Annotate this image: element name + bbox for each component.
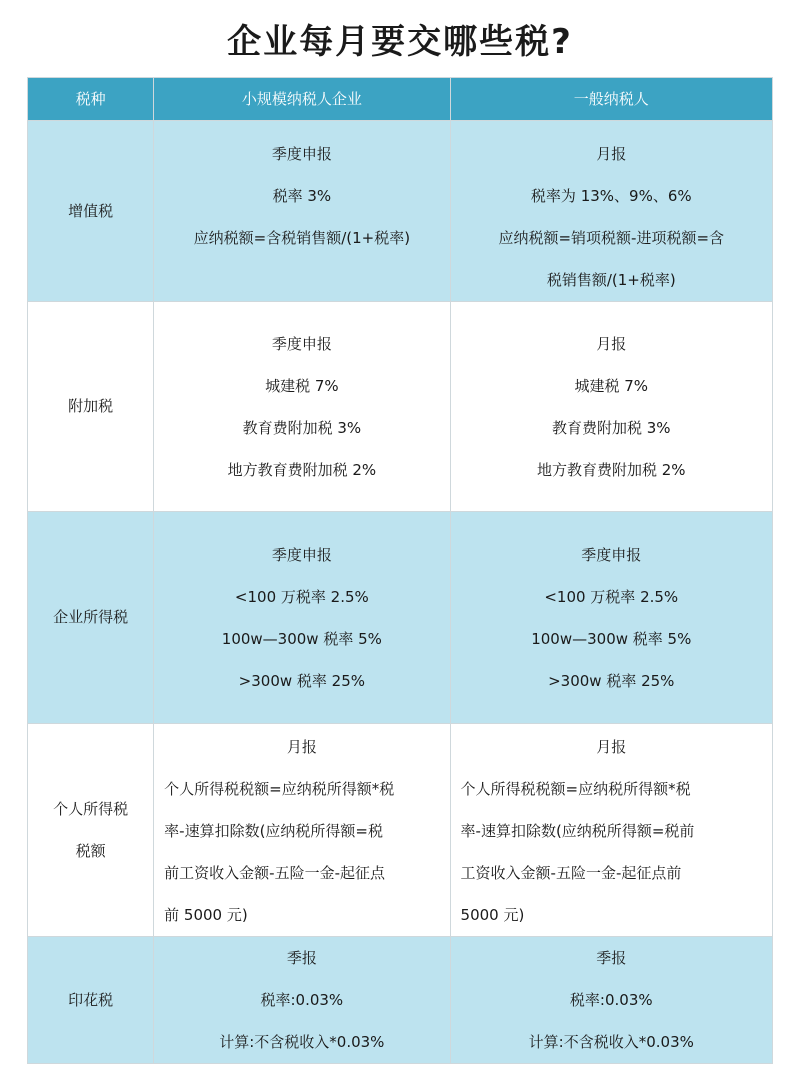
stamp-general-period: 季报 [596, 949, 627, 967]
table-row-surcharge [28, 302, 773, 512]
iit-small-cell [154, 724, 450, 937]
vat-small-formula: 应纳税额=含税销售额/(1+税率) [193, 229, 411, 247]
surcharge-general-period: 月报 [596, 334, 627, 353]
surcharge-small-cell [154, 302, 450, 512]
tax-table [27, 77, 773, 1064]
stamp-small-cell [154, 937, 450, 1064]
iit-small-line-2: 率-速算扣除数(应纳税所得额=税 [164, 822, 383, 840]
surcharge-small-edu: 教育费附加税 3% [242, 418, 362, 437]
tax-name-iit-line-1: 个人所得税 [53, 800, 129, 818]
stamp-small-period: 季报 [286, 949, 317, 967]
iit-small-period: 月报 [286, 738, 317, 756]
surcharge-general-city: 城建税 7% [574, 376, 649, 395]
iit-general-period: 月报 [596, 738, 627, 756]
header-tax-type: 税种 [28, 78, 154, 121]
table-row-stamp-duty [28, 937, 773, 1064]
surcharge-small-local-edu: 地方教育费附加税 2% [227, 460, 377, 479]
vat-small-cell [154, 121, 450, 302]
stamp-small-rate: 税率:0.03% [260, 991, 344, 1009]
iit-general-line-4: 5000 元) [460, 906, 525, 924]
vat-small-rate: 税率 3% [272, 187, 332, 205]
tax-name-surcharge: 附加税 [28, 302, 154, 512]
tax-name-iit-line-2: 税额 [75, 842, 106, 860]
surcharge-general-local-edu: 地方教育费附加税 2% [536, 460, 686, 479]
cit-general-tier-2: 100w—300w 税率 5% [531, 629, 692, 648]
iit-general-cell [450, 724, 772, 937]
cit-small-tier-3: >300w 税率 25% [238, 671, 366, 690]
cit-general-cell [450, 512, 772, 724]
tax-name-corporate-income: 企业所得税 [28, 512, 154, 724]
table-row-corporate-income-tax [28, 512, 773, 724]
iit-small-line-1: 个人所得税税额=应纳税所得额*税 [164, 780, 395, 798]
stamp-small-formula: 计算:不含税收入*0.03% [219, 1033, 385, 1051]
surcharge-small-city: 城建税 7% [265, 376, 339, 395]
vat-small-period: 季度申报 [271, 145, 332, 163]
cit-small-tier-1: <100 万税率 2.5% [234, 587, 369, 606]
cit-small-period: 季度申报 [271, 545, 332, 564]
header-general-taxpayer: 一般纳税人 [450, 78, 772, 121]
cit-general-period: 季度申报 [581, 545, 642, 564]
tax-name-individual-income [28, 724, 154, 937]
surcharge-general-cell [450, 302, 772, 512]
stamp-general-rate: 税率:0.03% [569, 991, 653, 1009]
vat-general-cell [450, 121, 772, 302]
vat-general-rate: 税率为 13%、9%、6% [530, 187, 692, 205]
iit-general-line-3: 工资收入金额-五险一金-起征点前 [460, 864, 682, 882]
cit-general-tier-1: <100 万税率 2.5% [544, 587, 679, 606]
iit-general-line-2: 率-速算扣除数(应纳税所得额=税前 [460, 822, 695, 840]
stamp-general-cell [450, 937, 772, 1064]
vat-general-formula-2: 税销售额/(1+税率) [546, 271, 676, 289]
iit-small-line-4: 前 5000 元) [164, 906, 248, 924]
tax-name-stamp-duty: 印花税 [28, 937, 154, 1064]
table-header-row [28, 78, 773, 121]
vat-general-period: 月报 [596, 145, 627, 163]
surcharge-general-edu: 教育费附加税 3% [551, 418, 671, 437]
header-small-scale: 小规模纳税人企业 [154, 78, 450, 121]
tax-name-vat: 增值税 [28, 121, 154, 302]
table-row-individual-income-tax [28, 724, 773, 937]
vat-general-formula-1: 应纳税额=销项税额-进项税额=含 [498, 229, 725, 247]
cit-small-tier-2: 100w—300w 税率 5% [221, 629, 382, 648]
cit-small-cell [154, 512, 450, 724]
stamp-general-formula: 计算:不含税收入*0.03% [528, 1033, 694, 1051]
surcharge-small-period: 季度申报 [271, 334, 332, 353]
page-title: 企业每月要交哪些税? [227, 22, 573, 62]
cit-general-tier-3: >300w 税率 25% [548, 671, 675, 690]
iit-general-line-1: 个人所得税税额=应纳税所得额*税 [460, 780, 691, 798]
table-row-vat [28, 121, 773, 302]
iit-small-line-3: 前工资收入金额-五险一金-起征点 [164, 864, 385, 882]
